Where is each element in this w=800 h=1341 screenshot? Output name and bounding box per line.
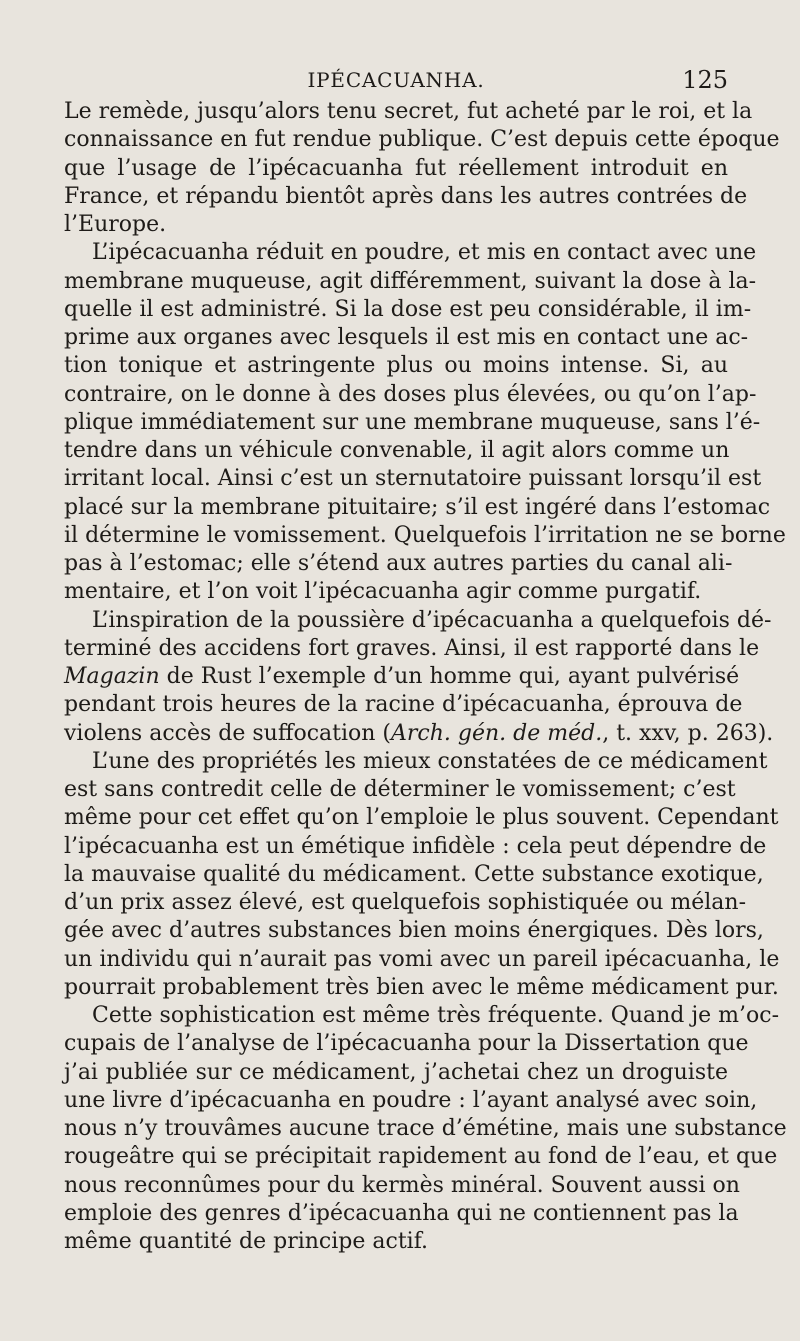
italic-citation: Arch. gén. de méd.	[391, 720, 603, 746]
running-title: IPÉCACUANHA.	[307, 68, 485, 92]
text-segment: de Rust l’exemple d’un homme qui, ayant pulvérisé	[166, 664, 740, 689]
text-line-with-citation	[64, 720, 774, 748]
text-line: irritant local. Ainsi c’est un sternutatoire puissant lorsqu’il est	[64, 466, 762, 492]
text-line: nous n’y trouvâmes aucune trace d’émétine, mais une substance	[64, 1116, 787, 1141]
text-line: est sans contredit celle de déterminer le vomissement; c’est	[64, 777, 736, 802]
text-line: pas à l’estomac; elle s’étend aux autres parties du canal ali-	[64, 551, 733, 576]
text-line: d’un prix assez élevé, est quelquefois sophistiquée ou mélan-	[64, 890, 746, 915]
text-line: une livre d’ipécacuanha en poudre : l’ayant analysé avec soin,	[64, 1087, 758, 1113]
text-line: un individu qui n’aurait pas vomi avec un pareil ipécacuanha, le	[64, 946, 780, 972]
text-line: emploie des genres d’ipécacuanha qui ne contiennent pas la	[64, 1200, 739, 1226]
citation-tail: , t. xxv, p. 263).	[602, 720, 774, 746]
page-number: 125	[682, 66, 728, 94]
text-line: j’ai publiée sur ce médicament, j’achetai chez un droguiste	[64, 1059, 728, 1085]
text-line: même quantité de principe actif.	[64, 1229, 429, 1254]
text-line: même pour cet effet qu’on l’emploie le plus souvent. Cependant	[64, 805, 779, 831]
text-line: cupais de l’analyse de l’ipécacuanha pour la Dissertation que	[64, 1031, 749, 1057]
text-line: que l’usage de l’ipécacuanha fut réellement introduit en	[64, 155, 728, 181]
text-line: membrane muqueuse, agit différemment, suivant la dose à la-	[64, 268, 757, 294]
text-line: l’ipécacuanha est un émétique infidèle : cela peut dépendre de	[64, 833, 767, 859]
text-line: rougeâtre qui se précipitait rapidement au fond de l’eau, et que	[64, 1144, 778, 1170]
text-line: mentaire, et l’on voit l’ipécacuanha agir comme purgatif.	[64, 579, 702, 605]
text-line-with-italic	[64, 663, 740, 691]
text-line: prime aux organes avec lesquels il est mis en contact une ac-	[64, 325, 749, 350]
text-line: gée avec d’autres substances bien moins énergiques. Dès lors,	[64, 918, 764, 944]
text-line: contraire, on le donne à des doses plus élevées, ou qu’on l’ap-	[64, 381, 757, 407]
paragraph-start-line: L’ipécacuanha réduit en poudre, et mis en contact avec une	[92, 240, 757, 266]
text-line: la mauvaise qualité du médicament. Cette substance exotique,	[64, 861, 764, 887]
paragraph-start-line: L’inspiration de la poussière d’ipécacuanha a quelquefois dé-	[92, 607, 772, 633]
page-header	[64, 62, 728, 98]
text-line: pendant trois heures de la racine d’ipécacuanha, éprouva de	[64, 692, 743, 718]
italic-journal-title: Magazin	[64, 664, 160, 689]
text-line: plique immédiatement sur une membrane muqueuse, sans l’é-	[64, 409, 761, 435]
text-line: tion tonique et astringente plus ou moins intense. Si, au	[64, 353, 728, 379]
text-line: France, et répandu bientôt après dans les autres contrées de	[64, 183, 748, 209]
text-segment: violens accès de suffocation (	[64, 720, 392, 746]
text-line: connaissance en fut rendue publique. C’est depuis cette époque	[64, 127, 780, 153]
text-line: pourrait probablement très bien avec le même médicament pur.	[64, 974, 779, 1000]
text-line: il détermine le vomissement. Quelquefois l’irritation ne se borne	[64, 522, 786, 548]
text-line: terminé des accidens fort graves. Ainsi, il est rapporté dans le	[64, 635, 760, 661]
body-text	[64, 98, 787, 1256]
text-line: quelle il est administré. Si la dose est peu considérable, il im-	[64, 296, 752, 322]
text-line: placé sur la membrane pituitaire; s’il est ingéré dans l’estomac	[64, 494, 771, 520]
text-line: tendre dans un véhicule convenable, il agit alors comme un	[64, 438, 730, 463]
paragraph-start-line: L’une des propriétés les mieux constatées de ce médicament	[92, 748, 768, 774]
text-line: l’Europe.	[64, 212, 167, 237]
text-line: Le remède, jusqu’alors tenu secret, fut acheté par le roi, et la	[64, 99, 753, 124]
text-line: nous reconnûmes pour du kermès minéral. Souvent aussi on	[64, 1172, 740, 1198]
paragraph-start-line: Cette sophistication est même très fréquente. Quand je m’oc-	[92, 1003, 780, 1028]
